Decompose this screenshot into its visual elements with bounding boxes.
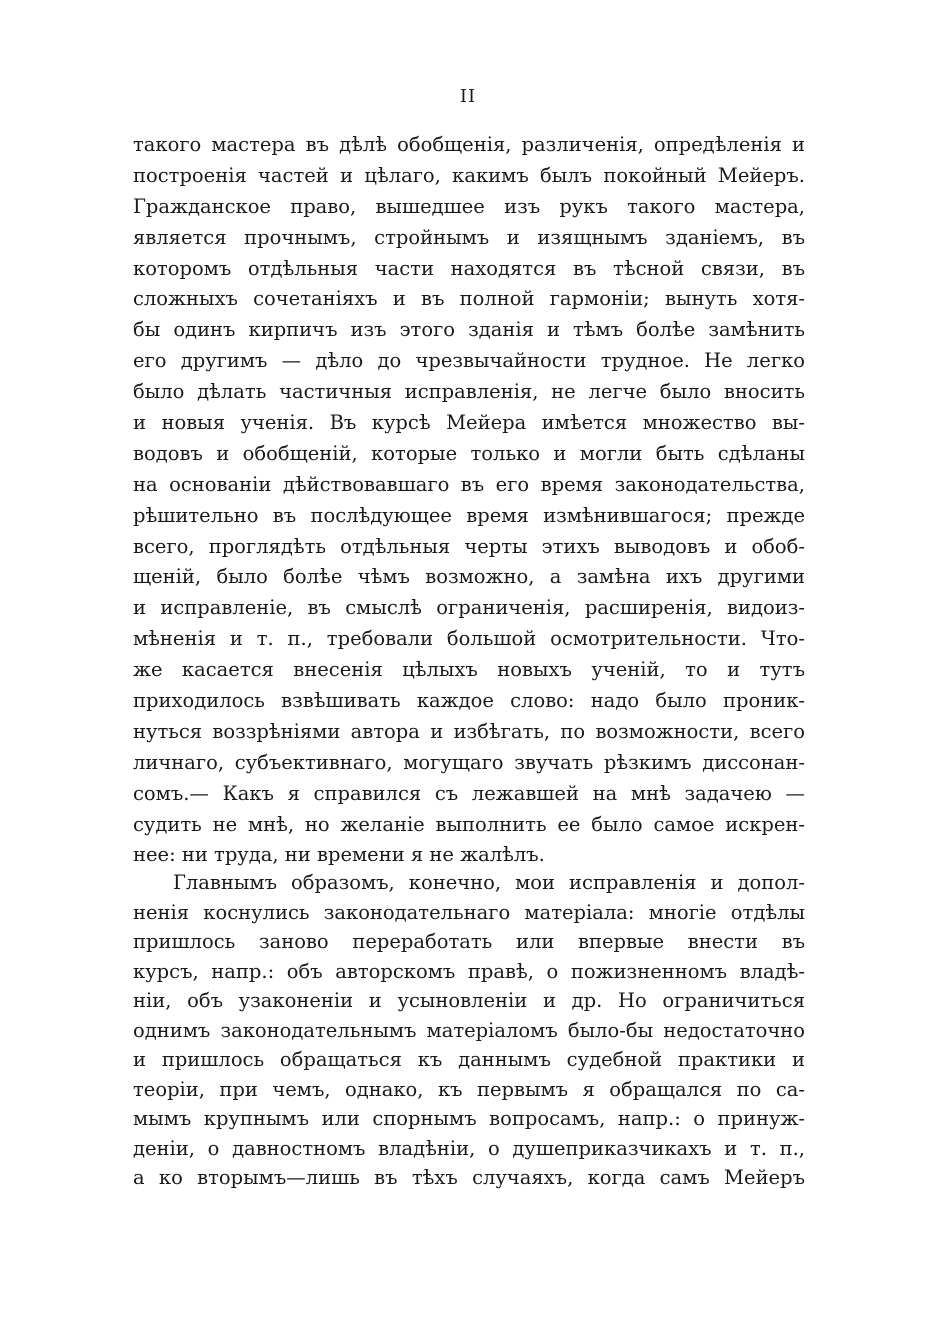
text-line: щеній, было болѣе чѣмъ возможно, а замѣна ихъ другими [133, 565, 805, 589]
text-line: и новыя ученія. Въ курсѣ Мейера имѣется множество вы- [133, 411, 805, 435]
text-line: является прочнымъ, стройнымъ и изящнымъ зданіемъ, въ [133, 225, 805, 249]
text-line: водовъ и обобщеній, которые только и могли быть сдѣланы [133, 441, 805, 465]
text-line: рѣшительно въ послѣдующее время измѣнившагося; прежде [133, 503, 805, 527]
text-line: бы одинъ кирпичъ изъ этого зданія и тѣмъ болѣе замѣнить [133, 318, 805, 342]
paragraph-1 [133, 130, 805, 871]
text-line: его другимъ — дѣло до чрезвычайности трудное. Не легко [133, 349, 805, 373]
text-line: сложныхъ сочетаніяхъ и въ полной гармоніи; вынуть хотя- [133, 287, 805, 311]
text-line: всего, проглядѣть отдѣльныя черты этихъ выводовъ и обоб- [133, 534, 805, 558]
text-line: такого мастера въ дѣлѣ обобщенія, различенія, опредѣленія и [133, 133, 805, 156]
text-line: однимъ законодательнымъ матеріаломъ было-бы недостаточно [133, 1018, 805, 1042]
text-line: нее: ни труда, ни времени я не жалѣлъ. [133, 843, 545, 867]
text-line: мѣненія и т. п., требовали большой осмотрительности. Что- [133, 627, 805, 651]
text-line: нуться воззрѣніями автора и избѣгать, по возможности, всего [133, 719, 805, 743]
text-line: приходилось взвѣшивать каждое слово: надо было проник- [133, 689, 805, 713]
text-line: сомъ.— Какъ я справился съ лежавшей на мнѣ задачею — [133, 781, 805, 805]
text-line: личнаго, субъективнаго, могущаго звучать рѣзкимъ диссонан- [133, 750, 805, 774]
text-line: деніи, о давностномъ владѣніи, о душеприказчикахъ и т. п., [133, 1136, 805, 1160]
text-line: которомъ отдѣльныя части находятся въ тѣсной связи, въ [133, 256, 805, 280]
text-line: и пришлось обращаться къ даннымъ судебной практики и [133, 1048, 805, 1071]
text-line: курсъ, напр.: объ авторскомъ правѣ, о пожизненномъ владѣ- [133, 959, 805, 983]
text-line: судить не мнѣ, но желаніе выполнить ее было самое искрен- [133, 812, 805, 836]
text-line: Главнымъ образомъ, конечно, мои исправленія и допол- [173, 871, 805, 894]
text-line: ніи, объ узаконеніи и усыновленіи и др. Но ограничиться [133, 989, 805, 1012]
page-number: II [459, 86, 477, 107]
text-line: пришлось заново переработать или впервые внести въ [133, 930, 805, 953]
text-line: построенія частей и цѣлаго, какимъ былъ покойный Мейеръ. [133, 163, 805, 187]
text-line: теоріи, при чемъ, однако, къ первымъ я обращался по са- [133, 1077, 805, 1101]
text-line: мымъ крупнымъ или спорнымъ вопросамъ, напр.: о принуж- [133, 1107, 805, 1130]
paragraph-2 [133, 868, 805, 1193]
text-line: и исправленіе, въ смыслѣ ограниченія, расширенія, видоиз- [133, 596, 805, 620]
text-line: а ко вторымъ—лишь въ тѣхъ случаяхъ, когда самъ Мейеръ [133, 1166, 805, 1189]
text-line: на основаніи дѣйствовавшаго въ его время законодательства, [133, 472, 805, 496]
text-line: же касается внесенія цѣлыхъ новыхъ ученій, то и тутъ [133, 658, 805, 682]
text-line: было дѣлать частичныя исправленія, не легче было вносить [133, 380, 805, 404]
text-line: ненія коснулись законодательнаго матеріала: многіе отдѣлы [133, 900, 805, 924]
text-line: Гражданское право, вышедшее изъ рукъ такого мастера, [133, 194, 805, 218]
